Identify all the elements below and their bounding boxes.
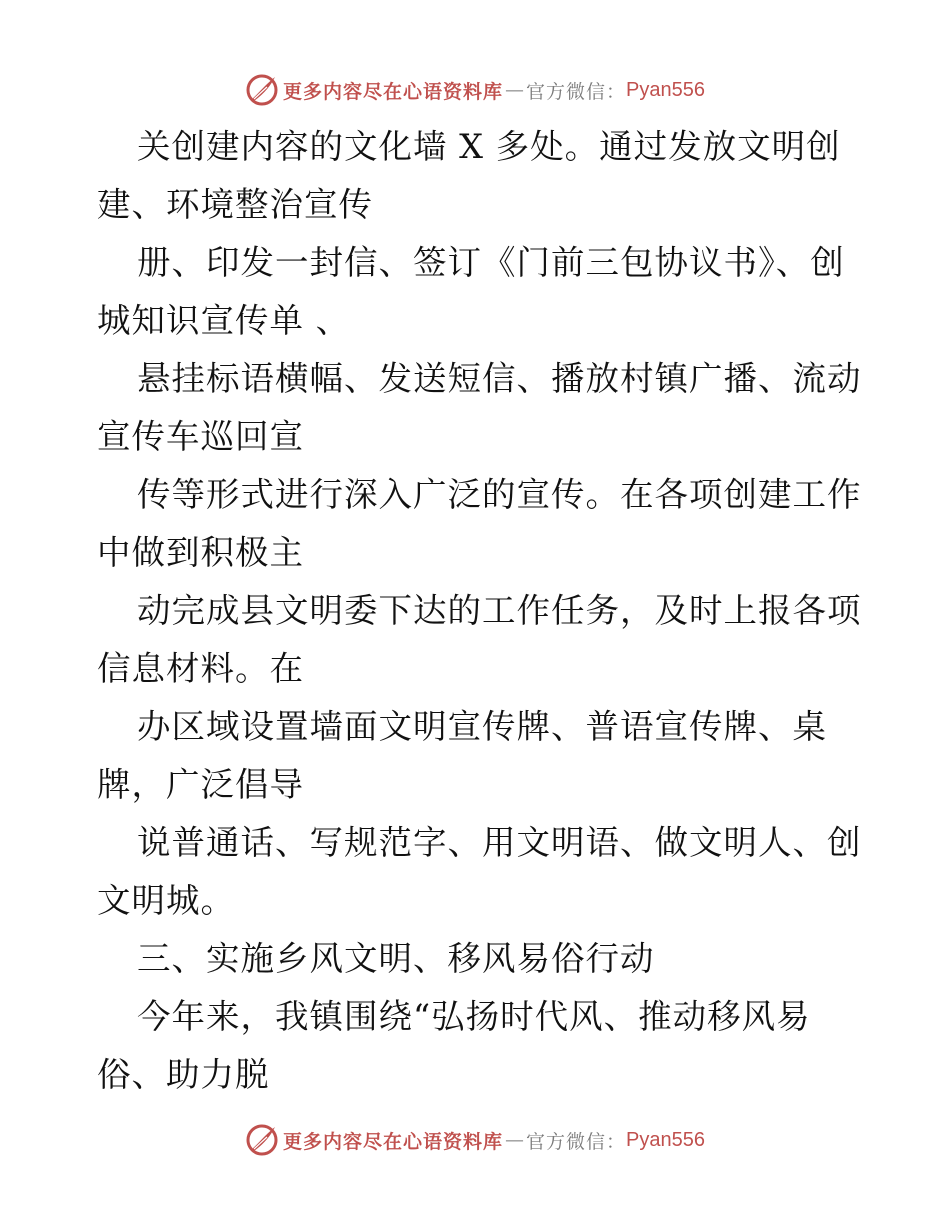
footer-watermark [0, 1120, 950, 1160]
text-line: 传等形式进行深入广泛的宣传。在各项创建工作 [137, 475, 862, 514]
text-line: 牌，广泛倡导 [97, 765, 304, 804]
watermark-title: 更多内容尽在心语资料库 [283, 80, 504, 103]
text-line: 信息材料。在 [97, 649, 304, 688]
text-line: 建、环境整治宣传 [97, 185, 373, 224]
watermark-separator: — [505, 1129, 525, 1151]
watermark-label: 官方微信： [526, 80, 627, 103]
text-line: 说普通话、写规范字、用文明语、做文明人、创 [137, 823, 862, 862]
text-line: 俗、助力脱 [97, 1055, 270, 1094]
text-line: 悬挂标语横幅、发送短信、播放村镇广播、流动 [137, 359, 862, 398]
watermark-label: 官方微信： [526, 1130, 627, 1153]
text-line: 关创建内容的文化墙 X 多处。通过发放文明创 [137, 127, 841, 166]
watermark-id: Pyan556 [626, 1128, 705, 1151]
document-body [97, 118, 862, 1104]
watermark-separator: — [505, 79, 525, 101]
text-line: 文明城。 [97, 881, 235, 920]
feather-circle-logo-icon [245, 1123, 279, 1157]
text-line: 中做到积极主 [97, 533, 304, 572]
text-line: 今年来，我镇围绕“弘扬时代风、推动移风易 [137, 997, 811, 1036]
text-line: 宣传车巡回宣 [97, 417, 304, 456]
feather-circle-logo-icon [245, 73, 279, 107]
text-line: 册、印发一封信、签订《门前三包协议书》、创 [137, 243, 845, 282]
watermark-id: Pyan556 [626, 78, 705, 101]
text-line: 办区域设置墙面文明宣传牌、普语宣传牌、桌 [137, 707, 827, 746]
section-heading: 三、实施乡风文明、移风易俗行动 [137, 939, 655, 978]
header-watermark [0, 70, 950, 110]
text-line: 城知识宣传单 、 [97, 301, 351, 340]
text-line: 动完成县文明委下达的工作任务，及时上报各项 [137, 591, 862, 630]
watermark-title: 更多内容尽在心语资料库 [283, 1130, 504, 1153]
